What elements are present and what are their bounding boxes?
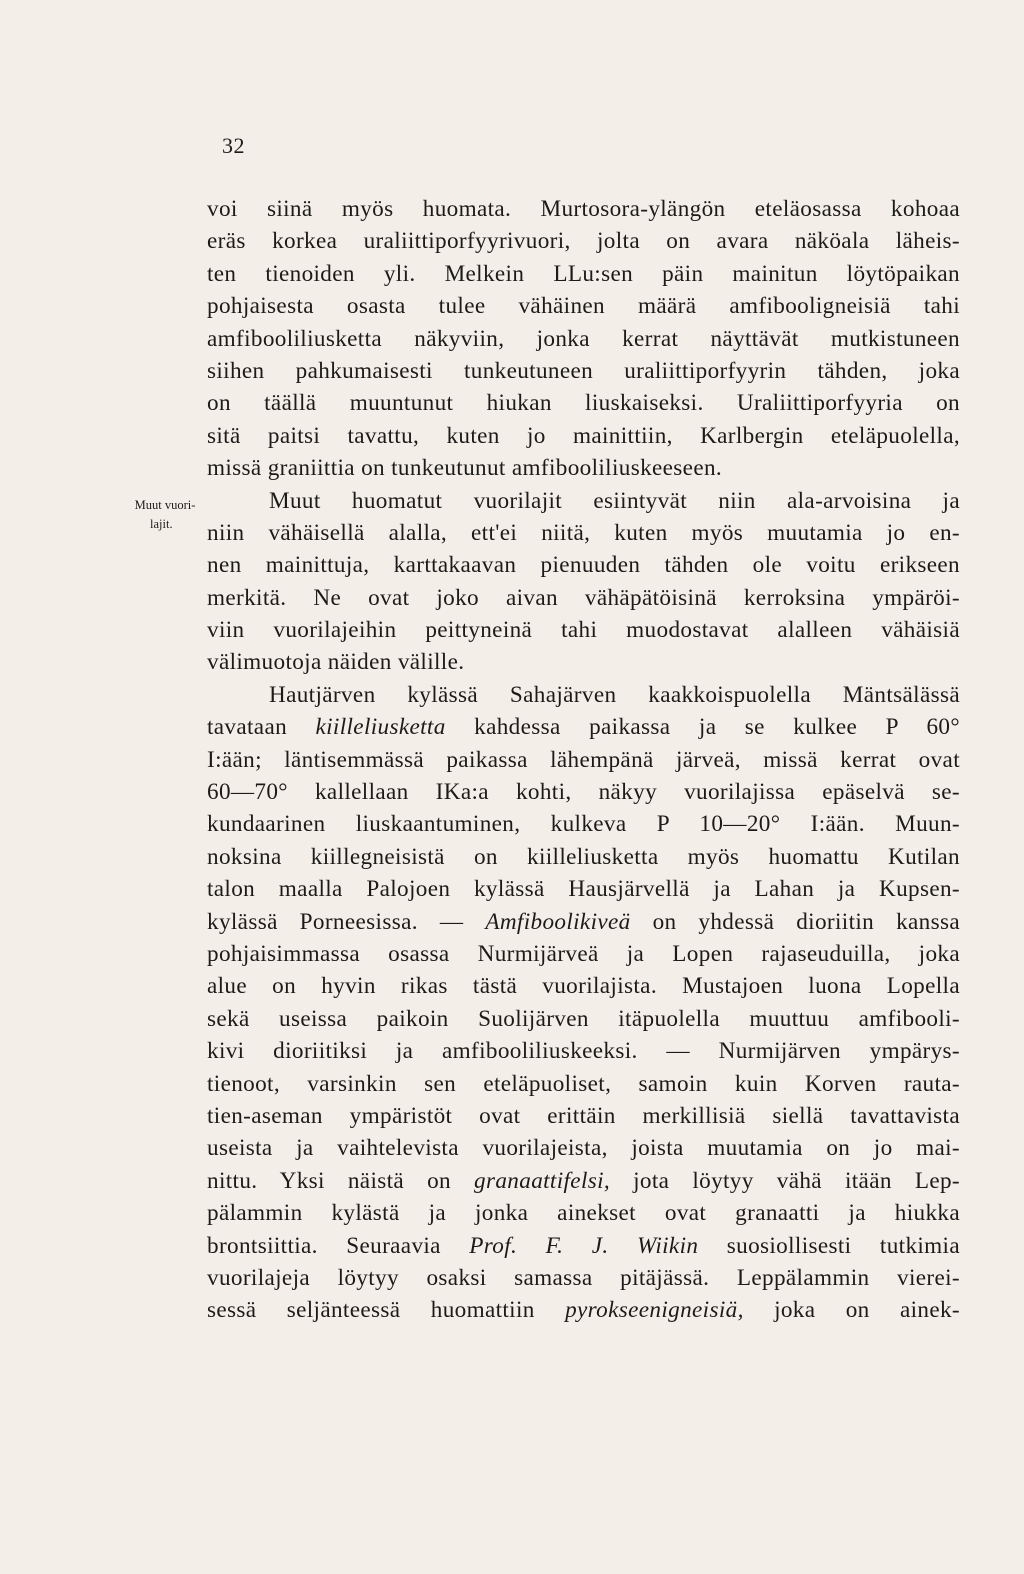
text-line bbox=[207, 906, 960, 938]
italic-term: granaattifelsi, bbox=[474, 1167, 611, 1194]
text-line bbox=[207, 1294, 960, 1326]
text-run: joka on ainek- bbox=[743, 1297, 960, 1324]
text-line: 60—70° kallellaan IKa:a kohti, näkyy vuorilajissa epäselvä se- bbox=[207, 779, 960, 806]
italic-term: Prof. F. J. Wiikin bbox=[469, 1232, 699, 1259]
text-line: pohjaisimmassa osassa Nurmijärveä ja Lopen rajaseuduilla, joka bbox=[207, 940, 960, 967]
margin-note bbox=[122, 496, 208, 534]
text-line: merkitä. Ne ovat joko aivan vähäpätöisinä kerroksina ympäröi- bbox=[207, 584, 960, 611]
text-line: nen mainittuja, karttakaavan pienuuden tähden ole voitu erikseen bbox=[207, 552, 960, 579]
text-line: sekä useissa paikoin Suolijärven itäpuolella muuttuu amfibooli- bbox=[207, 1005, 960, 1032]
text-line bbox=[207, 1230, 960, 1262]
text-run: tavataan bbox=[207, 714, 316, 741]
text-line: välimuotoja näiden välille. bbox=[207, 649, 465, 676]
text-run: jota löytyy vähä itään Lep- bbox=[610, 1167, 961, 1194]
text-line: niin vähäisellä alalla, ett'ei niitä, kuten myös muutamia jo en- bbox=[207, 519, 960, 546]
text-line: alue on hyvin rikas tästä vuorilajista. Mustajoen luona Lopella bbox=[207, 973, 960, 1000]
italic-term: kiilleliusketta bbox=[315, 714, 446, 741]
text-run: sessä seljänteessä huomattiin bbox=[207, 1297, 566, 1324]
text-line: I:ään; läntisemmässä paikassa lähempänä järveä, missä kerrat ovat bbox=[207, 746, 960, 773]
text-line: eräs korkea uraliittiporfyyrivuori, jolta on avara näköala läheis- bbox=[207, 228, 960, 255]
text-line: kivi dioriitiksi ja amfiboolіliuskeeksi. — Nurmijärven ympärys- bbox=[207, 1038, 960, 1065]
text-line: kundaarinen liuskaantuminen, kulkeva P 10—20° I:ään. Muun- bbox=[207, 811, 960, 838]
text-line bbox=[207, 711, 960, 743]
body-text bbox=[207, 193, 960, 1327]
text-line: useista ja vaihtelevista vuorilajeista, joista muutamia on jo mai- bbox=[207, 1135, 960, 1162]
text-run: kylässä Porneesissa. — bbox=[207, 908, 486, 935]
italic-term: Amfiboolikiveä bbox=[485, 908, 631, 935]
text-line: ten tienoiden yli. Melkein LLu:sen päin mainitun löytöpaikan bbox=[207, 260, 960, 287]
text-line: missä graniittia on tunkeutunut amfiboolіliuskeeseen. bbox=[207, 455, 723, 482]
text-run: kahdessa paikassa ja se kulkee P 60° bbox=[445, 714, 960, 741]
text-line: tienoot, varsinkin sen eteläpuoliset, samoin kuin Korven rauta- bbox=[207, 1070, 960, 1097]
text-line: sitä paitsi tavattu, kuten jo mainittiin, Karlbergin eteläpuolella, bbox=[207, 422, 960, 449]
text-run: suosiollisesti tutkimia bbox=[698, 1232, 960, 1259]
italic-term: pyrokseenigneisiä, bbox=[565, 1297, 744, 1324]
text-line: talon maalla Palojoen kylässä Hausjärvellä ja Lahan ja Kupsen- bbox=[207, 876, 960, 903]
text-line: vuorilajeja löytyy osaksi samassa pitäjässä. Leppälammin vierei- bbox=[207, 1264, 960, 1291]
text-line: on täällä muuntunut hiukan liuskaiseksi. Uraliittiporfyyria on bbox=[207, 390, 960, 417]
text-line: noksina kiillegneisistä on kiilleliusketta myös huomattu Kutilan bbox=[207, 843, 960, 870]
margin-note-line: Muut vuori- bbox=[134, 498, 196, 512]
text-line: pohjaisesta osasta tulee vähäinen määrä amfiboolіgneisiä tahi bbox=[207, 293, 960, 320]
text-run: nittu. Yksi näistä on bbox=[207, 1167, 475, 1194]
text-run: on yhdessä dioriitin kanssa bbox=[630, 908, 960, 935]
text-line: siihen pahkumaisesti tunkeutuneen uraliittiporfyyrin tähden, joka bbox=[207, 357, 960, 384]
page-number: 32 bbox=[222, 133, 245, 158]
text-run: brontsiittia. Seuraavia bbox=[207, 1232, 470, 1259]
text-line: Muut huomatut vuorilajit esiintyvät niin ala-arvoisina ja bbox=[269, 487, 960, 514]
text-line: viin vuorilajeihin peittyneinä tahi muodostavat alalleen vähäisiä bbox=[207, 617, 960, 644]
text-line: tien-aseman ympäristöt ovat erittäin merkillisiä siellä tavattavista bbox=[207, 1102, 960, 1129]
text-line: voi siinä myös huomata. Murtosora-ylängön eteläosassa kohoaa bbox=[207, 196, 960, 222]
text-line bbox=[207, 1165, 960, 1197]
margin-note-line: lajit. bbox=[150, 517, 173, 531]
text-line: Hautjärven kylässä Sahajärven kaakkoispuolella Mäntsälässä bbox=[269, 681, 960, 708]
text-line: pälammin kylästä ja jonka ainekset ovat granaatti ja hiukka bbox=[207, 1200, 960, 1227]
text-line: amfiboolіliusketta näkyviin, jonka kerrat näyttävät mutkistuneen bbox=[207, 325, 960, 352]
